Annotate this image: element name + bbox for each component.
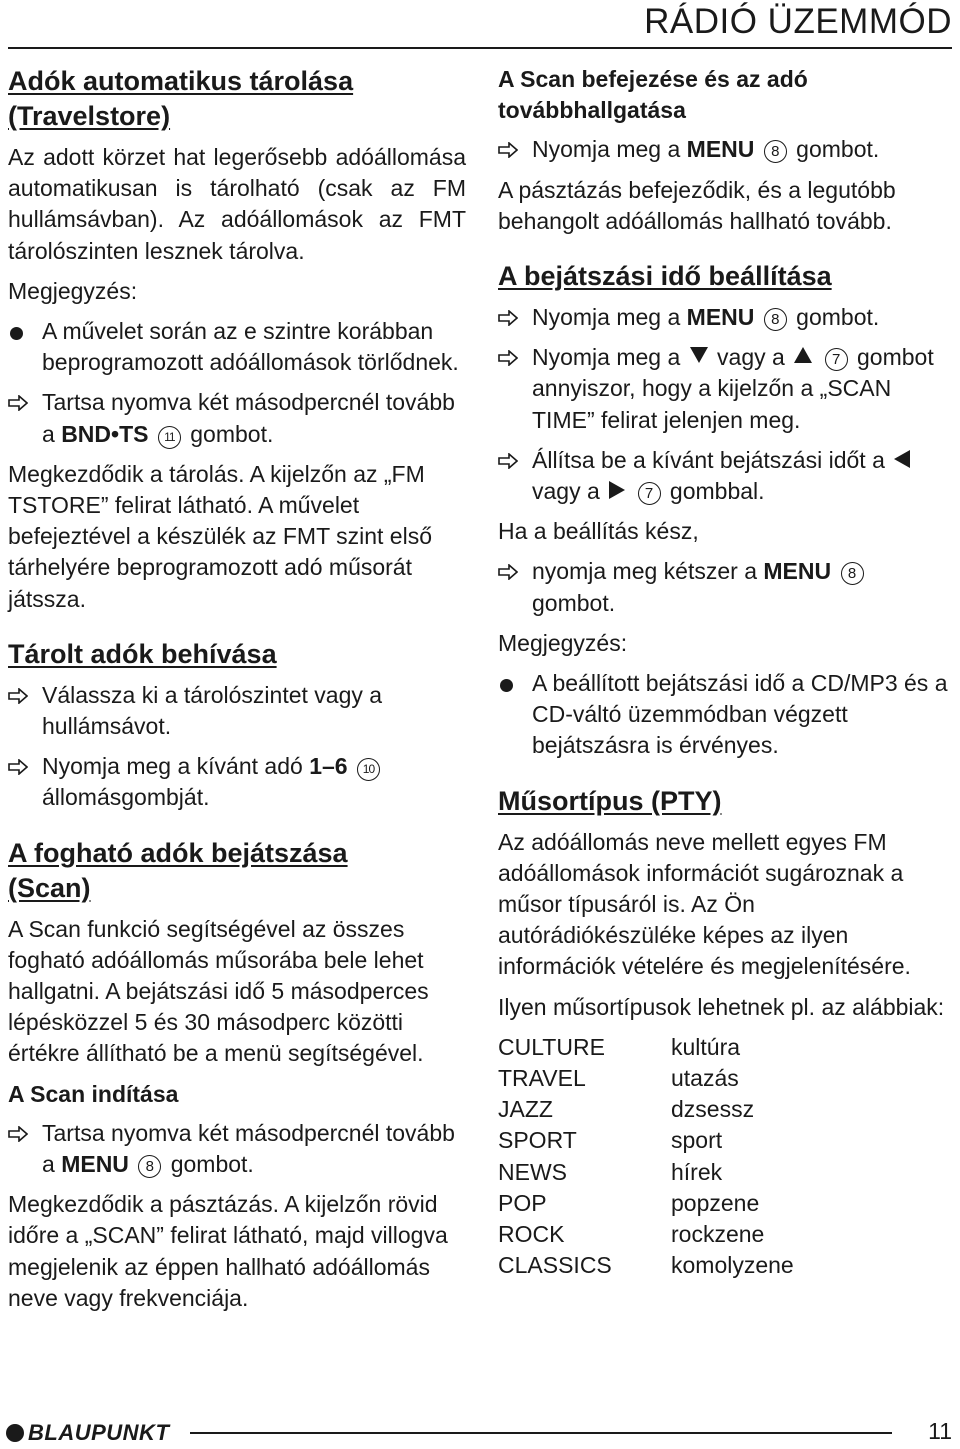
footer-divider xyxy=(190,1432,892,1434)
recall-step-2: Nyomja meg a kívánt adó 1–6 10 állomásgombját. xyxy=(8,751,466,813)
menu-key: MENU xyxy=(686,304,755,331)
scan-time-step-4: nyomja meg kétszer a MENU 8 gombot. xyxy=(498,556,954,618)
pty-translation: kultúra xyxy=(671,1033,741,1060)
scan-start-result: Megkezdődik a pásztázás. A kijelzőn rövid időre a „SCAN” felirat látható, majd villogva megjelenik az éppen hallható adóállomás neve vagy frekvenciája. xyxy=(8,1191,448,1311)
travelstore-result: Megkezdődik a tárolás. A kijelzőn az „FM TSTORE” felirat látható. A művelet befejeztével a készülék az FMT szint első tárhelyére beprogramozott adó műsorát játssza. xyxy=(8,460,432,612)
page-number: 11 xyxy=(928,1418,952,1444)
menu-key: MENU xyxy=(763,558,832,585)
header-divider xyxy=(8,47,952,49)
pty-code: NEWS xyxy=(498,1158,567,1185)
pty-types-table xyxy=(498,1032,954,1282)
pty-translation: utazás xyxy=(671,1065,739,1092)
key-number-badge: 10 xyxy=(357,758,380,781)
recall-heading: Tárolt adók behívása xyxy=(8,638,277,669)
travelstore-note-bullet: A művelet során az e szintre korábban beprogramozott adóállomások törlődnek. xyxy=(8,316,466,378)
pty-translation: popzene xyxy=(671,1189,760,1216)
pty-code: JAZZ xyxy=(498,1096,553,1123)
page-section-title: RÁDIÓ ÜZEMMÓD xyxy=(644,2,952,41)
scan-time-heading: A bejátszási idő beállítása xyxy=(498,261,832,292)
menu-key: MENU xyxy=(61,1151,129,1178)
pty-code: SPORT xyxy=(498,1127,577,1154)
step-arrow-icon xyxy=(498,445,532,507)
scan-end-heading: A Scan befejezése és az adó továbbhallgatása xyxy=(498,66,808,124)
pty-translation: rockzene xyxy=(671,1221,765,1248)
pty-translation: hírek xyxy=(671,1158,723,1185)
key-number-badge: 8 xyxy=(841,562,864,585)
pty-examples: Ilyen műsortípusok lehetnek pl. az alábbiak: xyxy=(498,993,945,1020)
step-arrow-icon xyxy=(8,1118,42,1180)
bullet-dot-icon xyxy=(498,668,532,762)
scan-time-step-1: Nyomja meg a MENU 8 gombot. xyxy=(498,302,954,333)
step-arrow-icon xyxy=(498,556,532,618)
logo-dot-icon xyxy=(6,1424,24,1442)
preset-keys: 1–6 xyxy=(309,753,348,780)
right-column xyxy=(498,64,954,1282)
key-number-badge: 7 xyxy=(825,348,848,371)
pty-code: POP xyxy=(498,1189,547,1216)
scan-start-heading: A Scan indítása xyxy=(8,1080,179,1107)
pty-translation: komolyzene xyxy=(671,1252,794,1279)
arrow-right-icon xyxy=(609,481,625,499)
travelstore-heading: Adók automatikus tárolása (Travelstore) xyxy=(8,66,354,131)
key-number-badge: 8 xyxy=(764,140,787,163)
scan-end-step: Nyomja meg a MENU 8 gombot. xyxy=(498,134,954,165)
scan-heading: A fogható adók bejátszása (Scan) xyxy=(8,837,348,903)
blaupunkt-logo xyxy=(6,1420,169,1446)
bnd-ts-key: BND•TS xyxy=(61,420,149,447)
step-arrow-icon xyxy=(8,680,42,742)
travelstore-note-label: Megjegyzés: xyxy=(8,277,138,304)
step-arrow-icon xyxy=(498,302,532,333)
pty-translation: dzsessz xyxy=(671,1096,755,1123)
menu-key: MENU xyxy=(686,136,755,163)
recall-step-1: Válassza ki a tárolószintet vagy a hullámsávot. xyxy=(8,680,466,742)
pty-translation: sport xyxy=(671,1127,723,1154)
bullet-dot-icon xyxy=(8,316,42,378)
key-number-badge: 7 xyxy=(638,482,661,505)
scan-time-step-3: Állítsa be a kívánt bejátszási időt a vagy a 7 gombbal. xyxy=(498,445,954,507)
step-arrow-icon xyxy=(498,134,532,165)
scan-time-note-bullet: A beállított bejátszási idő a CD/MP3 és a CD-váltó üzemmódban végzett bejátszásra is érvényes. xyxy=(498,668,954,762)
pty-intro: Az adóállomás neve mellett egyes FM adóállomások információt sugároznak a műsor típusáról is. Az Ön autórádiókészüléke képes az ilyen információk vételére és megjelenítésére. xyxy=(498,828,911,980)
travelstore-intro: Az adott körzet hat legerősebb adóállomása automatikusan is tárolható (csak az FM hullámsávban). Az adóállomások az FMT tárolószinten lesznek tárolva. xyxy=(8,144,466,264)
key-number-badge: 11 xyxy=(158,426,181,449)
scan-intro: A Scan funkció segítségével az összes fogható adóállomás műsorába bele lehet hallgatni. A bejátszási idő 5 másodperces lépésközzel 5 és 30 másodperc közötti értékre állítható be a menü segítségével. xyxy=(8,915,429,1067)
pty-code: ROCK xyxy=(498,1221,565,1248)
key-number-badge: 8 xyxy=(138,1155,161,1178)
step-arrow-icon xyxy=(8,751,42,813)
arrow-left-icon xyxy=(894,450,910,468)
pty-code: TRAVEL xyxy=(498,1065,586,1092)
arrow-down-icon xyxy=(690,347,708,363)
pty-code: CULTURE xyxy=(498,1033,605,1060)
travelstore-step: Tartsa nyomva két másodpercnél tovább a BND•TS 11 gombot. xyxy=(8,387,466,449)
left-column xyxy=(8,64,466,1323)
scan-time-step-2: Nyomja meg a vagy a 7 gombot annyiszor, hogy a kijelzőn a „SCAN TIME” felirat jelenjen meg. xyxy=(498,342,954,436)
arrow-up-icon xyxy=(794,347,812,363)
scan-start-step: Tartsa nyomva két másodpercnél tovább a MENU 8 gombot. xyxy=(8,1118,466,1180)
pty-heading: Műsortípus (PTY) xyxy=(498,785,722,816)
step-arrow-icon xyxy=(498,342,532,436)
scan-time-note-label: Megjegyzés: xyxy=(498,629,628,656)
scan-time-done: Ha a beállítás kész, xyxy=(498,518,699,545)
scan-end-result: A pásztázás befejeződik, és a legutóbb behangolt adóállomás hallható tovább. xyxy=(498,176,896,234)
step-arrow-icon xyxy=(8,387,42,449)
brand-name: BLAUPUNKT xyxy=(28,1420,170,1445)
pty-code: CLASSICS xyxy=(498,1252,612,1279)
key-number-badge: 8 xyxy=(764,308,787,331)
